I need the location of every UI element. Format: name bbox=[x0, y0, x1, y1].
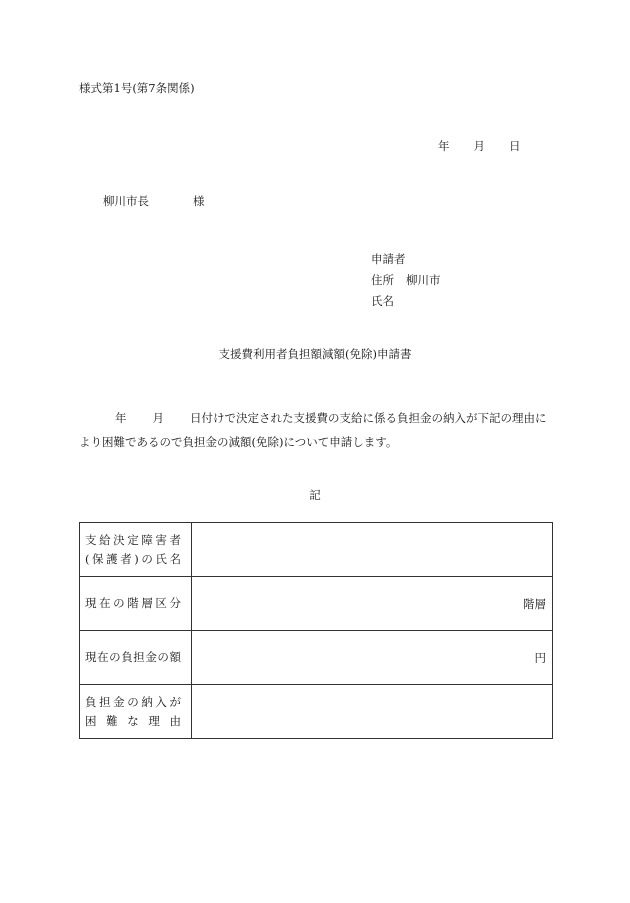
applicant-name-label: 氏名 bbox=[371, 294, 394, 308]
body-month-label: 月 bbox=[152, 411, 164, 425]
date-line bbox=[438, 138, 521, 154]
applicant-label: 申請者 bbox=[371, 252, 406, 266]
row-value-field[interactable]: 円 bbox=[192, 631, 553, 685]
applicant-address-row bbox=[371, 270, 441, 291]
table-row bbox=[80, 523, 553, 577]
addressee bbox=[103, 193, 205, 209]
address-value: 柳川市 bbox=[406, 273, 441, 287]
table-row bbox=[80, 577, 553, 631]
body-line2: より困難であるので負担金の減額(免除)について申請します。 bbox=[79, 435, 398, 449]
row-label-line1: 現在の負担金の額 bbox=[85, 650, 181, 664]
row-label-line1: 支給決定障害者 bbox=[85, 532, 181, 547]
date-month-label: 月 bbox=[473, 139, 485, 153]
date-day-label: 日 bbox=[509, 139, 521, 153]
body-text bbox=[79, 406, 559, 454]
form-number: 様式第1号(第7条関係) bbox=[79, 81, 195, 95]
row-label-line1: 現在の階層区分 bbox=[85, 596, 181, 610]
addressee-honorific: 様 bbox=[193, 194, 205, 208]
row-label-line2: (保護者)の氏名 bbox=[85, 551, 181, 566]
body-year-label: 年 bbox=[115, 411, 127, 425]
table-row bbox=[80, 685, 553, 739]
row-label bbox=[80, 685, 192, 739]
ki-heading: 記 bbox=[309, 488, 321, 502]
row-value-field[interactable] bbox=[192, 685, 553, 739]
row-value-field[interactable]: 階層 bbox=[192, 577, 553, 631]
row-value-field[interactable] bbox=[192, 523, 553, 577]
application-table bbox=[79, 522, 553, 739]
document-title: 支援費利用者負担額減額(免除)申請書 bbox=[218, 347, 412, 361]
row-label bbox=[80, 631, 192, 685]
address-label: 住所 bbox=[371, 273, 394, 287]
date-year-label: 年 bbox=[438, 139, 450, 153]
row-label-line2: 困難な理由 bbox=[85, 713, 181, 728]
row-label bbox=[80, 523, 192, 577]
body-line1: 日付けで決定された支援費の支給に係る負担金の納入が下記の理由に bbox=[190, 411, 547, 425]
row-label-line1: 負担金の納入が bbox=[85, 694, 181, 709]
row-label bbox=[80, 577, 192, 631]
table-row bbox=[80, 631, 553, 685]
applicant-block bbox=[371, 249, 441, 312]
addressee-name: 柳川市長 bbox=[103, 194, 149, 208]
